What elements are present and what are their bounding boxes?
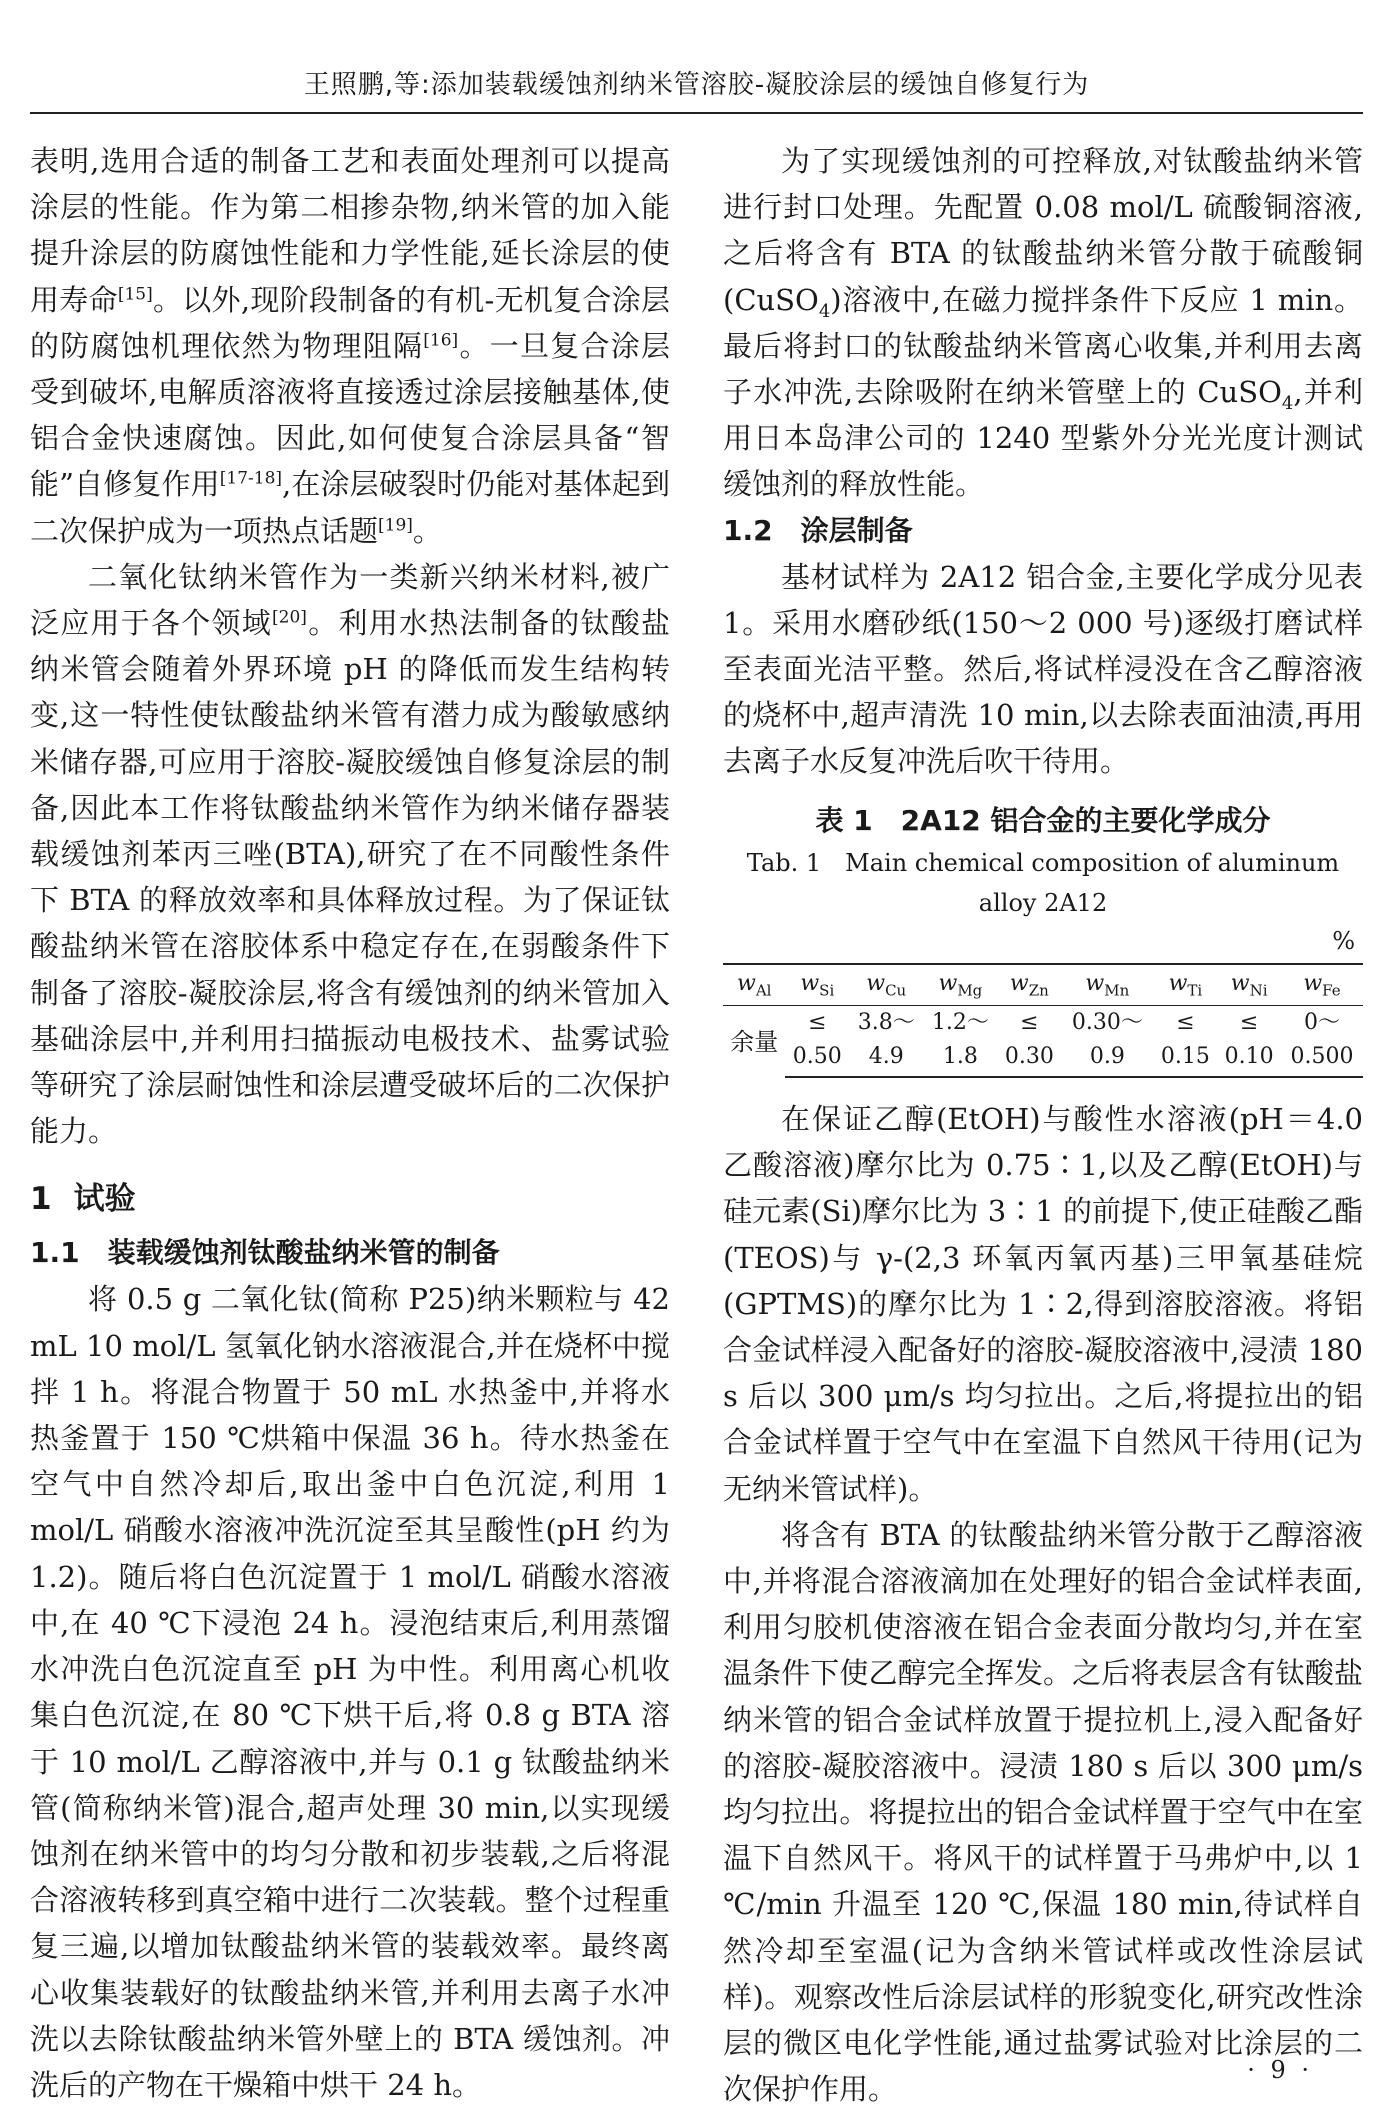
text-span: 表明,选用合适的制备工艺和表面处理剂可以提高涂层的性能。作为第二相掺杂物,纳米管的加入能提升涂层的防腐蚀性能和力学性能,延长涂层的使用寿命 (30, 144, 670, 317)
table-cell: 0.30～ (1071, 1010, 1143, 1036)
paragraph-tio2 (30, 554, 670, 1155)
table-header-cell: $w_{Ti}$ (1154, 964, 1218, 1006)
text-span: 。以外,现阶段制备的有机-无机复合涂层的防腐蚀机理依然为物理阻隔 (30, 282, 670, 363)
table-unit: % (1332, 926, 1355, 955)
paragraph-sol-prep: 在保证乙醇(EtOH)与酸性水溶液(pH＝4.0 乙酸溶液)摩尔比为 0.75∶1,以及乙醇(EtOH)与硅元素(Si)摩尔比为 3∶1 的前提下,使正硅酸乙酯(TEOS)与 γ-(2,3 环氧丙氧丙基)三甲氧基硅烷(GPTMS)的摩尔比为 1∶2,得到溶胶溶液。将铝合金试样浸入配备好的溶胶-凝胶溶液中,浸渍 180 s 后以 300 μm/s 均匀拉出。之后,将提拉出的铝合金试样置于空气中在室温下自然风干待用(记为无纳米管试样)。 (723, 1102, 1363, 1506)
table-cell: ≤ (1176, 1010, 1195, 1036)
table-cell: 1.8 (923, 1040, 997, 1077)
section-number: 1 (30, 1181, 52, 1218)
table-cell: 0.50 (785, 1040, 849, 1077)
table-cell: 4.9 (849, 1040, 923, 1077)
paragraph-substrate: 基材试样为 2A12 铝合金,主要化学成分见表 1。采用水磨砂纸(150～2 000 号)逐级打磨试样至表面光洁平整。然后,将试样浸没在含乙醇溶液的烧杯中,超声清洗 10 min,以去除表面油渍,再用去离子水反复冲洗后吹干待用。 (723, 559, 1363, 779)
table-header-cell: $w_{Mg}$ (923, 964, 997, 1006)
table-cell: 0.9 (1061, 1040, 1153, 1077)
table-cell: 0～ (1303, 1010, 1340, 1036)
table-header-cell: $w_{Ni}$ (1217, 964, 1281, 1006)
composition-table (723, 963, 1363, 1078)
text-span: 。 (412, 513, 442, 548)
table-cell: 0.30 (997, 1040, 1061, 1077)
paragraph-intro (30, 138, 670, 554)
text-span: 为了实现缓蚀剂的可控释放,对钛酸盐纳米管进行封口处理。先配置 0.08 mol/L 硫酸铜溶液,之后将含有 BTA 的钛酸盐纳米管分散于硫酸铜(CuSO (723, 144, 1363, 317)
table-cell: 3.8～ (857, 1010, 915, 1036)
paragraph-modified-coating: 将含有 BTA 的钛酸盐纳米管分散于乙醇溶液中,并将混合溶液滴加在处理好的铝合金试样表面,利用匀胶机使溶液在铝合金表面分散均匀,并在室温条件下使乙醇完全挥发。之后将表层含有钛酸盐纳米管的铝合金试样放置于提拉机上,浸入配备好的溶胶-凝胶溶液中。浸渍 180 s 后以 300 μm/s 均匀拉出。将提拉出的铝合金试样置于空气中在室温下自然风干。将风干的试样置于马弗炉中,以 1 ℃/min 升温至 120 ℃,保温 180 min,待试样自然冷却至室温(记为含纳米管试样或改性涂层试样)。观察改性后涂层试样的形貌变化,研究改性涂层的微区电化学性能,通过盐雾试验对比涂层的二次保护作用。 (723, 1517, 1363, 2107)
table-cell: 0.500 (1281, 1040, 1363, 1077)
subsection-heading-1-1: 1.1 装载缓蚀剂钛酸盐纳米管的制备 (30, 1236, 500, 1270)
citation-ref: [16] (423, 330, 459, 351)
subscript: 4 (818, 300, 831, 322)
paragraph-nanotube-prep: 将 0.5 g 二氧化钛(简称 P25)纳米颗粒与 42 mL 10 mol/L 氢氧化钠水溶液混合,并在烧杯中搅拌 1 h。将混合物置于 50 mL 水热釜中,并将水热釜置于 150 ℃烘箱中保温 36 h。待水热釜在空气中自然冷却后,取出釜中白色沉淀,利用 1 mol/L 硝酸水溶液冲洗沉淀至其呈酸性(pH 约为 1.2)。随后将白色沉淀置于 1 mol/L 硝酸水溶液中,在 40 ℃下浸泡 24 h。浸泡结束后,利用蒸馏水冲洗白色沉淀直至 pH 为中性。利用离心机收集白色沉淀,在 80 ℃下烘干后,将 0.8 g BTA 溶于 10 mol/L 乙醇溶液中,并与 0.1 g 钛酸盐纳米管(简称纳米管)混合,超声处理 30 min,以实现缓蚀剂在纳米管中的均匀分散和初步装载,之后将混合溶液转移到真空箱中进行二次装载。整个过程重复三遍,以增加钛酸盐纳米管的装载效率。最终离心收集装载好的钛酸盐纳米管,并利用去离子水冲洗以去除钛酸盐纳米管外壁上的 BTA 缓蚀剂。冲洗后的产物在干燥箱中烘干 24 h。 (30, 1282, 670, 2102)
table-header-cell: $w_{Zn}$ (997, 964, 1061, 1006)
text-span: 。一旦复合涂层受到破坏,电解质溶液将直接透过涂层接触基体,使铝合金快速腐蚀。因此,如何使复合涂层具备“智能”自修复作用 (30, 328, 670, 502)
text-span: 。利用水热法制备的钛酸盐纳米管会随着外界环境 pH 的降低而发生结构转变,这一特性使钛酸盐纳米管有潜力成为酸敏感纳米储存器,可应用于溶胶-凝胶缓蚀自修复涂层的制备,因此本工作将钛酸盐纳米管作为纳米储存器装载缓蚀剂苯丙三唑(BTA),研究了在不同酸性条件下 BTA 的释放效率和具体释放过程。为了保证钛酸盐纳米管在溶胶体系中稳定存在,在弱酸条件下制备了溶胶-凝胶涂层,将含有缓蚀剂的纳米管加入基础涂层中,并利用扫描振动电极技术、盐雾试验等研究了涂层耐蚀性和涂层遭受破坏后的二次保护能力。 (30, 606, 670, 1149)
table-row (723, 1006, 1363, 1041)
header-rule (30, 112, 1363, 114)
table-cell: ≤ (808, 1010, 827, 1036)
table-cell: 余量 (730, 1027, 779, 1056)
table-header-row (723, 964, 1363, 1006)
citation-ref: [17-18] (219, 468, 283, 489)
running-header: 王照鹏,等:添加装载缓蚀剂纳米管溶胶-凝胶涂层的缓蚀自修复行为 (303, 70, 1090, 100)
left-column (30, 138, 670, 2108)
table-header-cell: $w_{Cu}$ (849, 964, 923, 1006)
citation-ref: [20] (272, 607, 307, 628)
table-title: 表 1 2A12 铝合金的主要化学成分 (815, 803, 1271, 837)
section-title: 试验 (73, 1181, 136, 1218)
table-title-english: Tab. 1 Main chemical composition of aluminum alloy 2A12 (746, 848, 1340, 917)
table-cell: 0.15 (1154, 1040, 1218, 1077)
right-column (723, 138, 1363, 2113)
table-header-cell: $w_{Fe}$ (1281, 964, 1363, 1006)
table-row (723, 1040, 1363, 1077)
subscript: 4 (1281, 392, 1294, 414)
section-heading-1 (30, 1176, 670, 1222)
citation-ref: [19] (378, 514, 413, 535)
table-cell: 1.2～ (931, 1010, 989, 1036)
table-header-cell: $w_{Si}$ (785, 964, 849, 1006)
text-span: )溶液中,在磁力搅拌条件下反应 1 min。最后将封口的钛酸盐纳米管离心收集,并利用去离子水冲洗,去除吸附在纳米管壁上的 CuSO (723, 282, 1363, 410)
page-number: · 9 · (1247, 2056, 1313, 2084)
table-cell: ≤ (1020, 1010, 1039, 1036)
table-cell: 0.10 (1217, 1040, 1281, 1077)
subsection-heading-1-2: 1.2 涂层制备 (723, 513, 913, 547)
text-span: ,在涂层破裂时仍能对基体起到二次保护成为一项热点话题 (30, 467, 670, 548)
table-header-cell: $w_{Mn}$ (1061, 964, 1153, 1006)
paragraph-sealing (723, 138, 1363, 508)
table-header-cell: $w_{Al}$ (723, 964, 785, 1006)
text-span: 二氧化钛纳米管作为一类新兴纳米材料,被广泛应用于各个领域 (30, 559, 670, 641)
text-span: ,并利用日本岛津公司的 1240 型紫外分光光度计测试缓蚀剂的释放性能。 (723, 375, 1363, 502)
table-cell: ≤ (1239, 1010, 1259, 1036)
citation-ref: [15] (117, 283, 153, 304)
